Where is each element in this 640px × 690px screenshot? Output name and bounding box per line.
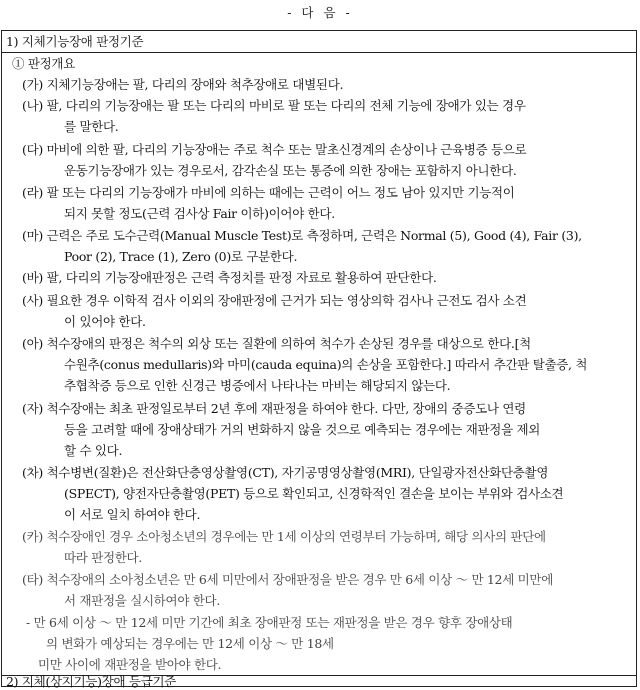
table-divider-top <box>2 52 636 53</box>
item-cha-line-3: 이 서로 일치 하여야 한다. <box>64 507 201 522</box>
section-2-title: 2) 지체(상지기능)장애 등급기준 <box>6 674 177 689</box>
item-na-line-2: 를 말한다. <box>64 119 119 134</box>
item-ma-line-1: (마) 근력은 주로 도수근력(Manual Muscle Test)로 측정하며, 근력은 Normal (5), Good (4), Fair (3), <box>22 228 582 243</box>
item-ja-line-3: 할 수 있다. <box>64 443 123 458</box>
item-ta-line-2: 서 재판정을 실시하여야 한다. <box>64 593 220 608</box>
item-sa-line-1: (사) 필요한 경우 이학적 검사 이외의 장애판정에 근거가 되는 영상의학 검사나 근전도 검사 소견 <box>22 293 527 308</box>
section-1-title: 1) 지체기능장애 판정기준 <box>6 34 144 49</box>
item-ra-line-1: (라) 팔 또는 다리의 기능장애가 마비에 의하는 때에는 근력이 어느 정도 남아 있지만 기능적이 <box>22 185 515 200</box>
subsection-title: ① 판정개요 <box>12 56 75 71</box>
item-da-line-2: 운동기능장애가 있는 경우로서, 감각손실 또는 통증에 의한 장애는 포함하지 아니한다. <box>64 163 517 178</box>
criteria-table <box>1 30 637 687</box>
item-ra-line-2: 되지 못할 정도(근력 검사상 Fair 이하)이어야 한다. <box>64 206 335 221</box>
item-a-line-3: 추협착증 등으로 인한 신경근 병증에서 나타나는 마비는 해당되지 않는다. <box>64 378 451 393</box>
dash-note-line-2: 의 변화가 예상되는 경우에는 만 12세 이상 ～ 만 18세 <box>46 636 334 651</box>
item-cha-line-2: (SPECT), 양전자단층촬영(PET) 등으로 확인되고, 신경학적인 결손을 보이는 부위와 검사소견 <box>64 486 564 501</box>
item-a-line-1: (아) 척수장애의 판정은 척수의 외상 또는 질환에 의하여 척수가 손상된 경우를 대상으로 한다.[척 <box>22 336 531 351</box>
item-sa-line-2: 이 있어야 한다. <box>64 314 146 329</box>
document-heading: - 다 음 - <box>287 5 353 20</box>
item-a-line-2: 수원추(conus medullaris)와 마미(cauda equina)의 손상을 포함한다.] 따라서 추간판 탈출증, 척 <box>64 357 588 372</box>
item-da-line-1: (다) 마비에 의한 팔, 다리의 기능장애는 주로 척수 또는 말초신경계의 손상이나 근육병증 등으로 <box>22 142 527 157</box>
item-ma-line-2: Poor (2), Trace (1), Zero (0)로 구분한다. <box>64 249 298 264</box>
item-ja-line-1: (자) 척수장애는 최초 판정일로부터 2년 후에 재판정을 하여야 한다. 다만, 장애의 중증도나 연령 <box>22 401 526 416</box>
dash-note-line-1: - 만 6세 이상 ～ 만 12세 미만 기간에 최초 장애판정 또는 재판정을 받은 경우 향후 장애상태 <box>26 615 513 630</box>
item-ja-line-2: 등을 고려할 때에 장애상태가 거의 변화하지 않을 것으로 예측되는 경우에는 재판정을 제외 <box>64 422 541 437</box>
item-cha-line-1: (차) 척수병변(질환)은 전산화단층영상촬영(CT), 자기공명영상촬영(MRI), 단일광자전산화단층촬영 <box>22 465 549 480</box>
item-na-line-1: (나) 팔, 다리의 기능장애는 팔 또는 다리의 마비로 팔 또는 다리의 전체 기능에 장애가 있는 경우 <box>22 98 526 113</box>
item-ba: (바) 팔, 다리의 기능장애판정은 근력 측정치를 판정 자료로 활용하여 판단한다. <box>22 270 437 285</box>
item-ga: (가) 지체기능장애는 팔, 다리의 장애와 척추장애로 대별된다. <box>22 77 344 92</box>
item-ka-line-1: (카) 척수장애인 경우 소아청소년의 경우에는 만 1세 이상의 연령부터 가능하며, 해당 의사의 판단에 <box>22 529 546 544</box>
item-ka-line-2: 따라 판정한다. <box>64 550 142 565</box>
item-ta-line-1: (타) 척수장애의 소아청소년은 만 6세 미만에서 장애판정을 받은 경우 만 6세 이상 ～ 만 12세 미만에 <box>22 572 553 587</box>
dash-note-line-3: 미만 사이에 재판정을 받아야 한다. <box>38 657 222 672</box>
